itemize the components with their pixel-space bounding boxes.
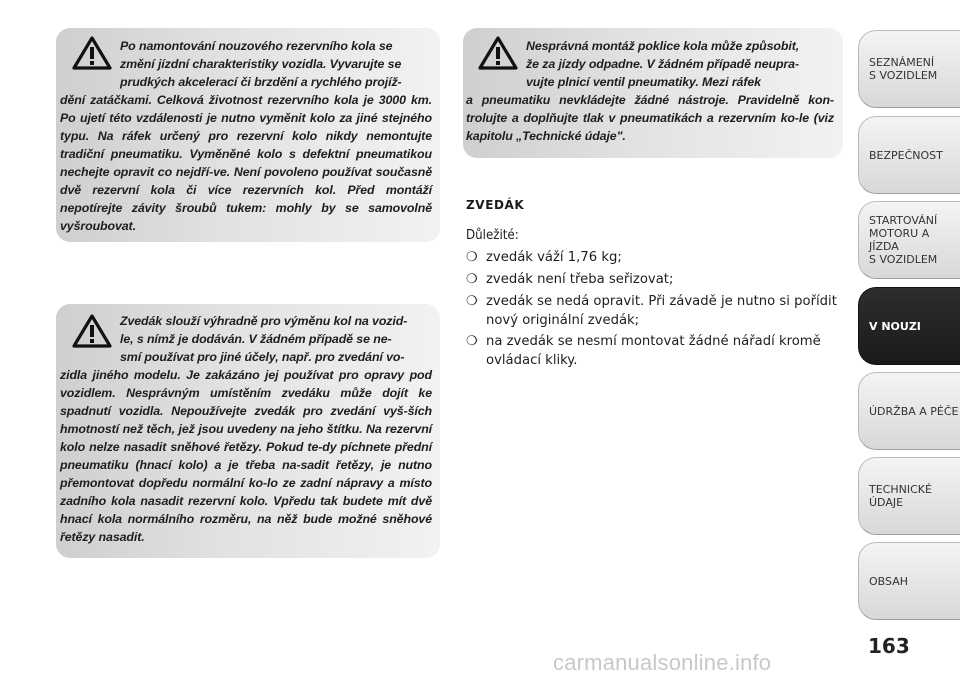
list-item-text: zvedák se nedá opravit. Při závadě je nutno si pořídit nový originální zvedák;	[486, 294, 837, 328]
warning-line: Zvedák slouží výhradně pro výměnu kol na vozid-	[120, 314, 408, 328]
warning-line: změní jízdní charakteristiky vozidla. Vyvarujte se	[120, 57, 402, 71]
warning-body: zidla jiného modelu. Je zakázáno jej používat pro opravy pod vozidlem. Nesprávným umístěním zvedáku může dojít ke spadnutí vozidla. Nepoužívejte zvedák pro zvedání vyš-ších hmotností než těch, jež jsou uvedeny na jeho štítku. Na rezervní kolo nelze nasadit sněhové řetězy. Pokud te-dy píchnete přední pneumatiku (hnací kolo) a je třeba na-sadit řetězy, je nutno přemontovat dopředu normální ko-lo ze zadní nápravy a místo zadního kola nasadit rezervní kolo. Vpředu tak budete mít dvě hnací kola normálního rozměru, na něž bude možné sněhové řetězy nasadit.	[60, 368, 432, 544]
tab-technicke-udaje[interactable]: TECHNICKÉ ÚDAJE	[858, 457, 960, 535]
warning-body: a pneumatiku nevkládejte žádné nástroje. Pravidelně kon-trolujte a doplňujte tlak v pneumatikách a rezervním ko-le (viz kapitolu „Technické údaje".	[466, 93, 834, 143]
list-item-text: na zvedák se nesmí montovat žádné nářadí kromě ovládací kliky.	[486, 334, 821, 368]
section-title: ZVEDÁK	[466, 198, 525, 212]
warning-line: smí používat pro jiné účely, např. pro zvedání vo-	[120, 350, 405, 364]
warning-line: prudkých akcelerací či brzdění a rychlého projíž-	[120, 75, 402, 89]
warning-line: le, s nímž je dodáván. V žádném případě se ne-	[120, 332, 392, 346]
warning-line: Nesprávná montáž poklice kola může způsobit,	[526, 39, 800, 53]
list-item	[466, 270, 846, 289]
section-intro: Důležité:	[466, 228, 519, 243]
tab-v-nouzi[interactable]: V NOUZI	[858, 287, 960, 365]
list-item	[466, 332, 846, 370]
warning-body: dění zatáčkami. Celková životnost rezervního kola je 3000 km. Po ujetí této vzdálenosti je nutno vyměnit kolo za jiné stejného typu. Na ráfek určený pro rezervní kolo nikdy nemontujte tradiční pneumatiku. Vyměněné kolo s defektní pneumatikou nechejte opravit co nejdří-ve. Není povoleno používat současně dvě rezervní kola či více rezervních kol. Před montáží nepotírejte závity šroubů tukem: mohly by se samovolně vyšroubovat.	[60, 93, 432, 233]
warning-text-spare-wheel	[60, 37, 432, 235]
warning-line: vujte plnicí ventil pneumatiky. Mezi ráfek	[526, 75, 761, 89]
bullet-circle-icon: ❍	[466, 250, 478, 265]
warning-text-hubcap	[466, 37, 834, 145]
bullet-circle-icon: ❍	[466, 272, 478, 287]
list-item-text: zvedák váží 1,76 kg;	[486, 250, 622, 265]
tab-startovani[interactable]: STARTOVÁNÍ MOTORU A JÍZDA S VOZIDLEM	[858, 201, 960, 279]
watermark-text: carmanualsonline.info	[553, 650, 772, 675]
page-number: 163	[868, 634, 910, 658]
warning-line: že za jízdy odpadne. V žádném případě neupra-	[526, 57, 799, 71]
tab-udrzba[interactable]: ÚDRŽBA A PÉČE	[858, 372, 960, 450]
warning-line: Po namontování nouzového rezervního kola se	[120, 39, 393, 53]
list-item-text: zvedák není třeba seřizovat;	[486, 272, 674, 287]
list-item	[466, 248, 846, 267]
tab-seznameni[interactable]: SEZNÁMENÍ S VOZIDLEM	[858, 30, 960, 108]
tab-bezpecnost[interactable]: BEZPEČNOST	[858, 116, 960, 194]
list-item	[466, 292, 846, 330]
bullet-circle-icon: ❍	[466, 294, 478, 309]
bullet-circle-icon: ❍	[466, 334, 478, 349]
tab-obsah[interactable]: OBSAH	[858, 542, 960, 620]
warning-text-jack	[60, 312, 432, 546]
